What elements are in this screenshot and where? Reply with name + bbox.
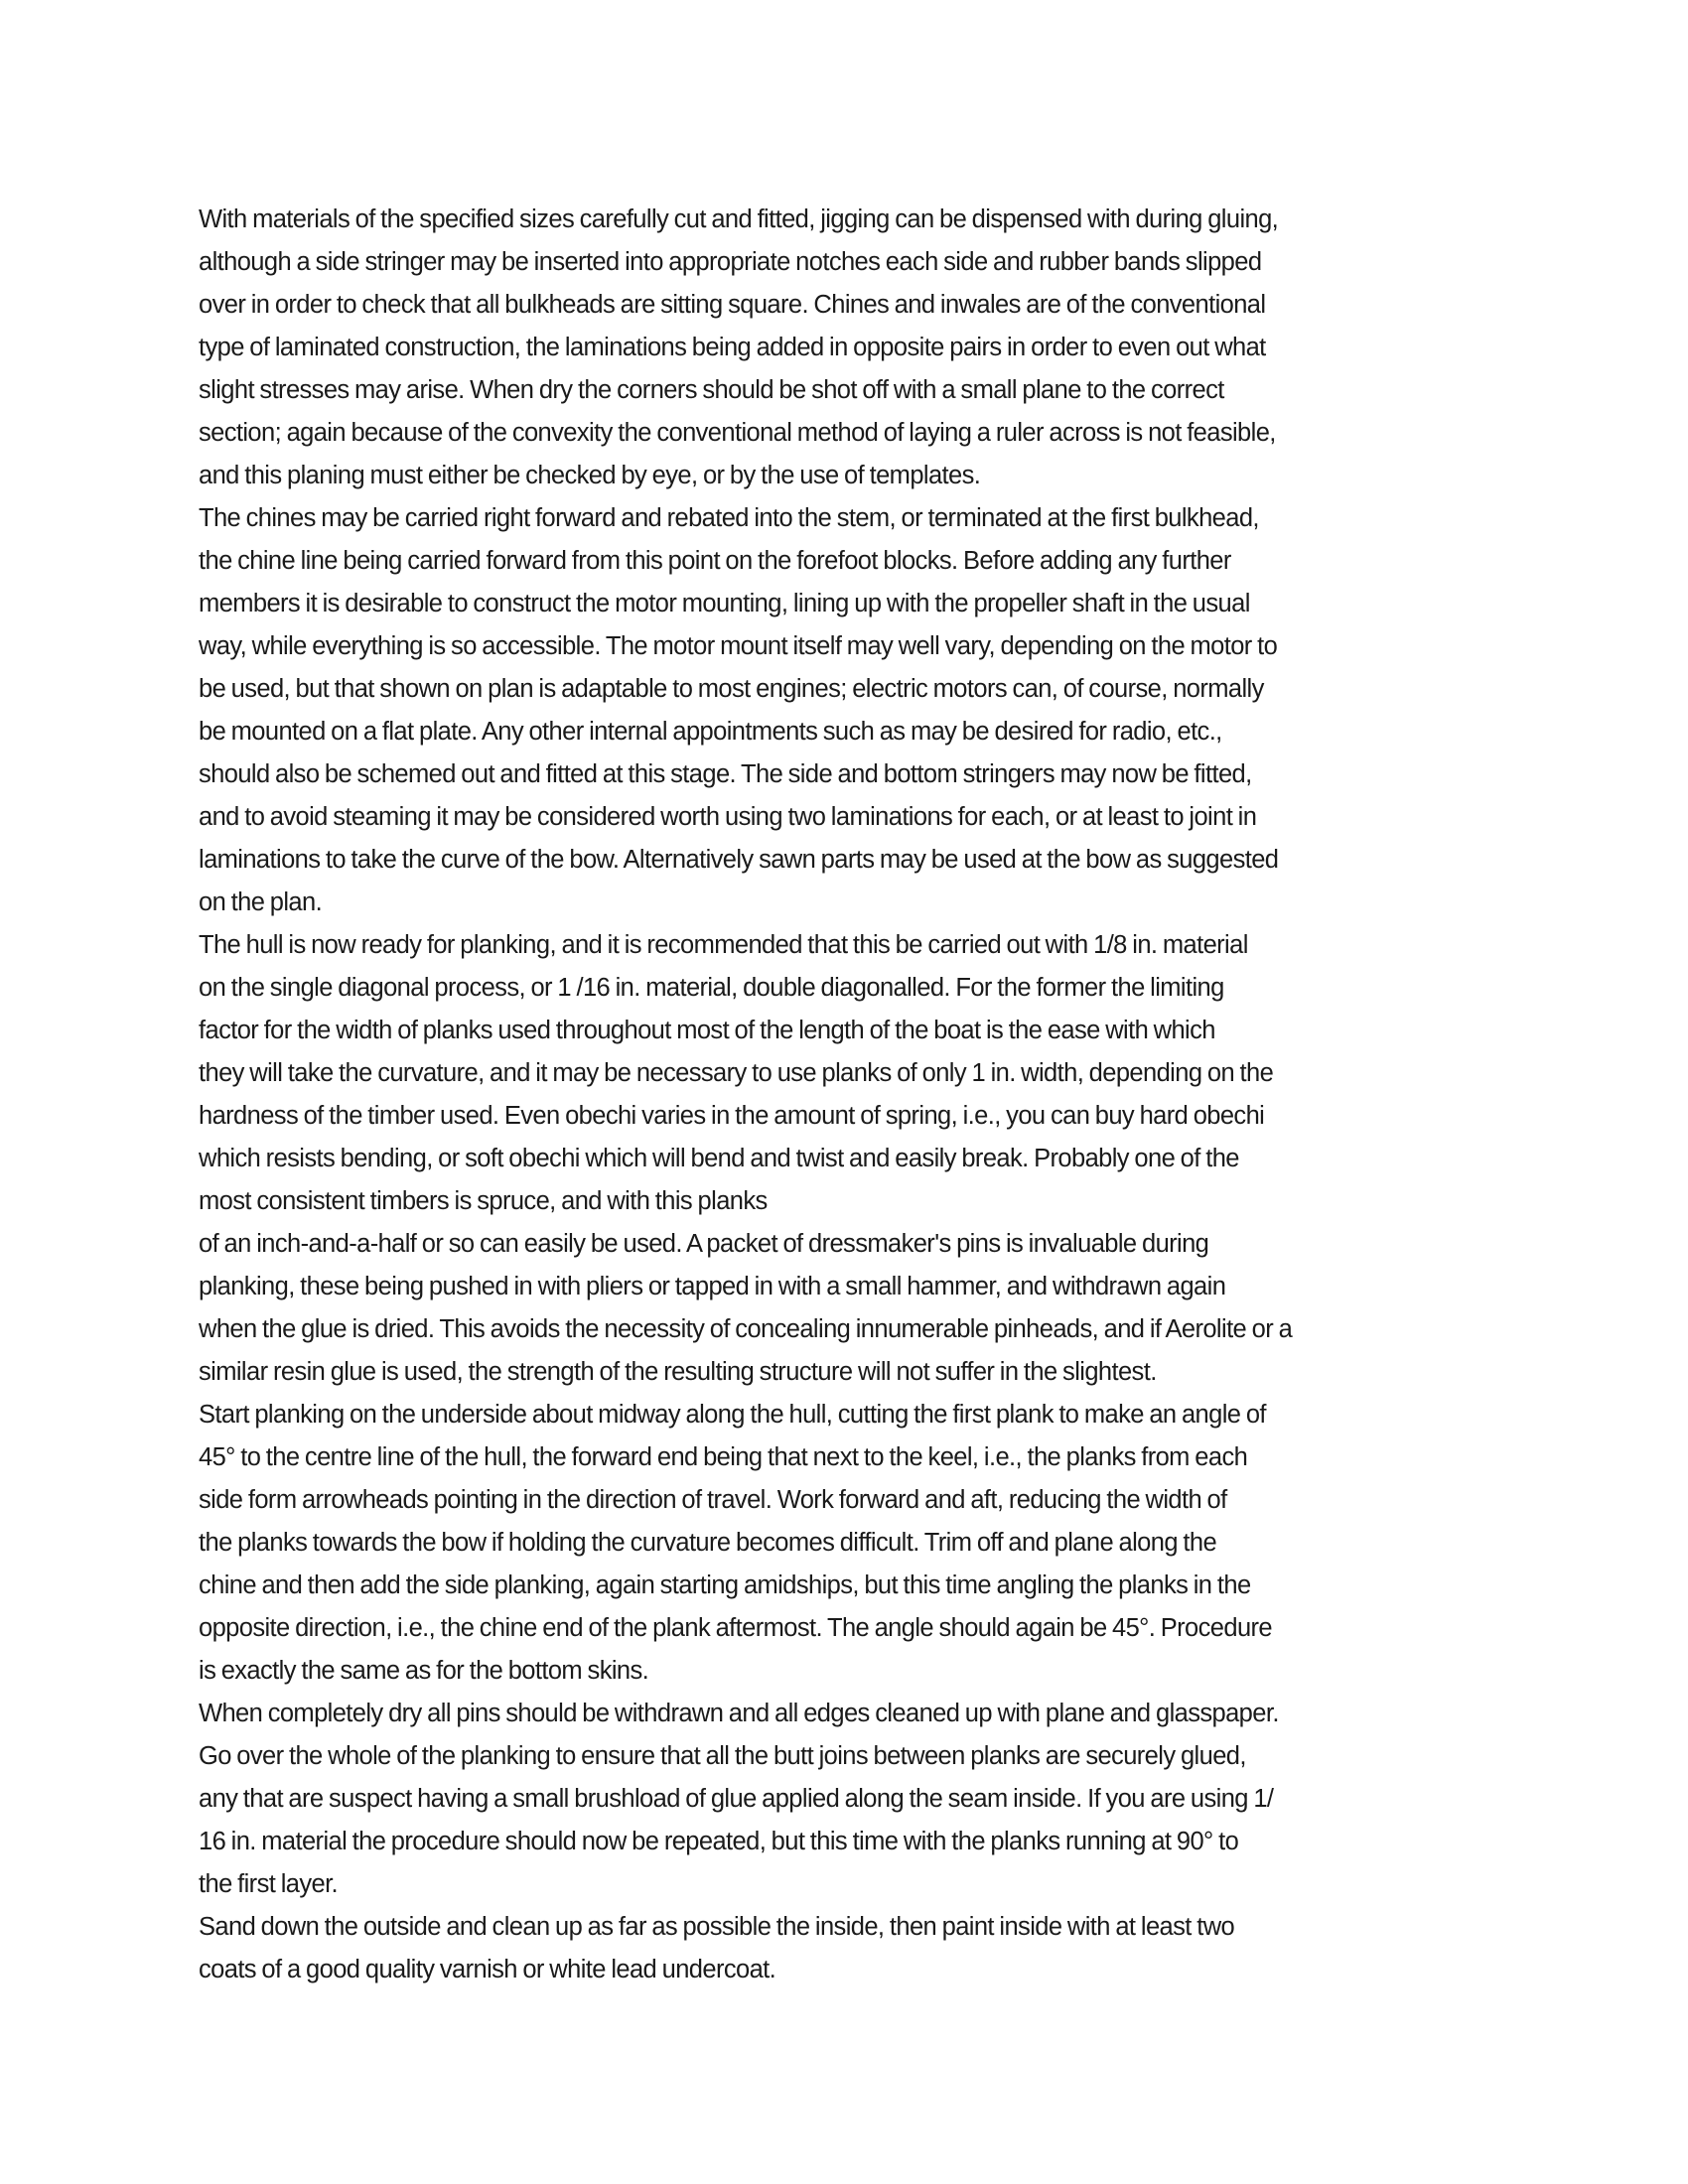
text-line: way, while everything is so accessible. The motor mount itself may well vary, depending on the motor to bbox=[199, 632, 1278, 660]
text-line: members it is desirable to construct the motor mounting, lining up with the propeller shaft in the usual bbox=[199, 590, 1250, 617]
text-line: factor for the width of planks used throughout most of the length of the boat is the ease with which bbox=[199, 1017, 1215, 1044]
text-line: hardness of the timber used. Even obechi varies in the amount of spring, i.e., you can buy hard obechi bbox=[199, 1102, 1265, 1130]
text-line: the first layer. bbox=[199, 1870, 339, 1898]
text-line: the planks towards the bow if holding the curvature becomes difficult. Trim off and plane along the bbox=[199, 1529, 1217, 1557]
text-line: side form arrowheads pointing in the direction of travel. Work forward and aft, reducing the width of bbox=[199, 1486, 1227, 1514]
text-line: coats of a good quality varnish or white lead undercoat. bbox=[199, 1956, 776, 1983]
text-line: similar resin glue is used, the strength of the resulting structure will not suffer in the slightest. bbox=[199, 1358, 1157, 1386]
text-line: When completely dry all pins should be withdrawn and all edges cleaned up with plane and glasspaper. bbox=[199, 1700, 1279, 1727]
text-line: 45° to the centre line of the hull, the forward end being that next to the keel, i.e., the planks from each bbox=[199, 1443, 1248, 1471]
text-line: they will take the curvature, and it may be necessary to use planks of only 1 in. width, depending on the bbox=[199, 1059, 1274, 1087]
text-line: although a side stringer may be inserted into appropriate notches each side and rubber bands slipped bbox=[199, 248, 1262, 276]
text-line: any that are suspect having a small brushload of glue applied along the seam inside. If you are using 1/ bbox=[199, 1785, 1274, 1813]
text-line: when the glue is dried. This avoids the necessity of concealing innumerable pinheads, and if Aerolite or a bbox=[199, 1315, 1293, 1343]
text-line: Start planking on the underside about midway along the hull, cutting the first plank to make an angle of bbox=[199, 1401, 1266, 1429]
paragraph-gluing-and-chines bbox=[199, 199, 1509, 497]
text-line: 16 in. material the procedure should now be repeated, but this time with the planks running at 90° to bbox=[199, 1828, 1239, 1855]
text-line: slight stresses may arise. When dry the corners should be shot off with a small plane to the correct bbox=[199, 376, 1224, 404]
paragraph-dressmakers-pins bbox=[199, 1223, 1509, 1394]
text-line: on the single diagonal process, or 1 /16 in. material, double diagonalled. For the former the limiting bbox=[199, 974, 1224, 1002]
paragraph-finishing bbox=[199, 1906, 1509, 1991]
text-line: which resists bending, or soft obechi which will bend and twist and easily break. Probably one of the bbox=[199, 1145, 1239, 1172]
text-line: With materials of the specified sizes carefully cut and fitted, jigging can be dispensed with during gluing, bbox=[199, 205, 1279, 233]
text-line: be used, but that shown on plan is adaptable to most engines; electric motors can, of course, normally bbox=[199, 675, 1264, 703]
text-line: on the plan. bbox=[199, 888, 323, 916]
paragraph-start-planking bbox=[199, 1394, 1509, 1693]
text-line: Go over the whole of the planking to ensure that all the butt joins between planks are securely glued, bbox=[199, 1742, 1246, 1770]
text-line: is exactly the same as for the bottom skins. bbox=[199, 1657, 649, 1685]
text-line: and to avoid steaming it may be considered worth using two laminations for each, or at least to joint in bbox=[199, 803, 1257, 831]
text-line: over in order to check that all bulkheads are sitting square. Chines and inwales are of the conventional bbox=[199, 291, 1266, 319]
text-line: of an inch-and-a-half or so can easily be used. A packet of dressmaker's pins is invaluable during bbox=[199, 1230, 1209, 1258]
text-line: most consistent timbers is spruce, and with this planks bbox=[199, 1187, 768, 1215]
document-page bbox=[199, 199, 1509, 1991]
text-line: chine and then add the side planking, again starting amidships, but this time angling the planks in the bbox=[199, 1571, 1251, 1599]
paragraph-motor-mounting bbox=[199, 497, 1509, 924]
text-line: The chines may be carried right forward and rebated into the stem, or terminated at the first bulkhead, bbox=[199, 504, 1259, 532]
text-line: and this planing must either be checked by eye, or by the use of templates. bbox=[199, 462, 981, 489]
text-line: planking, these being pushed in with pliers or tapped in with a small hammer, and withdrawn again bbox=[199, 1273, 1226, 1300]
text-line: opposite direction, i.e., the chine end of the plank aftermost. The angle should again be 45°. Procedure bbox=[199, 1614, 1273, 1642]
text-line: laminations to take the curve of the bow. Alternatively sawn parts may be used at the bow as suggested bbox=[199, 846, 1279, 874]
text-line: Sand down the outside and clean up as far as possible the inside, then paint inside with at least two bbox=[199, 1913, 1235, 1941]
text-line: The hull is now ready for planking, and it is recommended that this be carried out with 1/8 in. material bbox=[199, 931, 1248, 959]
text-line: should also be schemed out and fitted at this stage. The side and bottom stringers may now be fitted, bbox=[199, 760, 1252, 788]
text-line: section; again because of the convexity the conventional method of laying a ruler across is not feasible, bbox=[199, 419, 1276, 447]
text-line: the chine line being carried forward from this point on the forefoot blocks. Before adding any further bbox=[199, 547, 1231, 575]
paragraph-cleaning-up bbox=[199, 1693, 1509, 1906]
paragraph-planking-material bbox=[199, 924, 1509, 1223]
text-line: type of laminated construction, the laminations being added in opposite pairs in order to even out what bbox=[199, 334, 1266, 361]
text-line: be mounted on a flat plate. Any other internal appointments such as may be desired for radio, etc., bbox=[199, 718, 1222, 746]
